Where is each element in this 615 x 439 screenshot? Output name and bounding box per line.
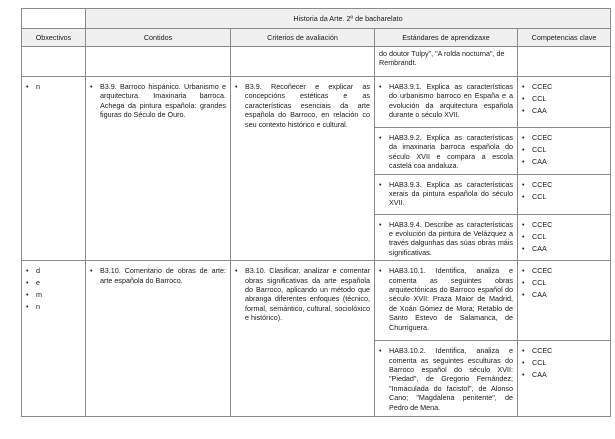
corner-cell [22,9,86,29]
table-row [22,261,611,341]
objectives-cell-1 [22,77,86,261]
curriculum-table [21,8,611,417]
header-contents: Contidos [86,29,231,47]
table-row [22,77,611,128]
continuation-row [22,47,611,77]
standard-cell: • HAB3.9.4. Describe as características e evolución da pintura de Velázquez a través dalgunhas das súas obras máis significativas. [375,214,518,261]
standard-cell: • HAB3.10.1. Identifica, analiza e comenta as seguintes obras arquitectónicas do Barroco español do século XVII: Praza Maior de Madrid, de Xoán Gómez de Mora; Retablo de Santo Estevo de Salamanca, de Churriguera. [375,261,518,341]
competences-cell: • CCEC • CCL • CAA [518,77,611,128]
standard-cell: • HAB3.9.1. Explica as características do urbanismo barroco en España e a evolución da arquitectura española durante o século XVII. [375,77,518,128]
header-competences: Competencias clave [518,29,611,47]
competences-cell: • CCEC • CCL • CAA [518,214,611,261]
standard-cell: • HAB3.10.2. Identifica, analiza e comenta as seguintes esculturas do Barroco español do século XVII: "Piedad", de Gregorio Fernández; "Inmaculada do facistol", de Alonso Cano; "Magdalena penitente", de Pedro de Mena. [375,341,518,417]
objective-item: • e [26,278,40,288]
standard-cell: • HAB3.9.3. Explica as características xerais da pintura española do século XVII. [375,174,518,214]
criterion-cell-1: • B3.9. Recoñecer e explicar as concepcións estéticas e as características esenciais da arte española do Barroco, en relación co seu contexto histórico e cultural. [231,77,375,261]
header-row [22,29,611,47]
header-standards: Estándares de aprendizaxe [375,29,518,47]
competences-cell: • CCEC • CCL • CAA [518,261,611,341]
header-criteria: Criterios de avaliación [231,29,375,47]
competences-cell: • CCEC • CCL • CAA [518,128,611,175]
header-objectives: Obxectivos [22,29,86,47]
continuation-text: do doutor Tulpy", "A rolda nocturna", de Rembrandt. [375,47,518,77]
objective-item: • n [26,82,40,91]
competences-cell: • CCEC • CCL • CAA [518,341,611,417]
objectives-cell-2 [22,261,86,417]
content-cell-1: • B3.9. Barroco hispánico. Urbanismo e arquitectura. Imaxinaria barroca. Achega da pintura española: grandes figuras do Século de Ouro. [86,77,231,261]
objective-item: • d [26,266,40,276]
table-title: Historia da Arte. 2º de bacharelato [86,9,611,29]
content-cell-2: • B3.10. Comentario de obras de arte: arte española do Barroco. [86,261,231,417]
standard-cell: • HAB3.9.2. Explica as características da imaxinaria barroca española do século XVII e compara a escola castelá coa andaluza. [375,128,518,175]
competences-cell: • CCEC • CCL [518,174,611,214]
objective-item: • m [26,290,42,300]
objective-item: • n [26,302,40,312]
criterion-cell-2: • B3.10. Clasificar, analizar e comentar obras significativas da arte española do Barroco, aplicando un método que abranga diferentes enfoques (técnico, formal, semántico, cultural, sociolóxico e histórico). [231,261,375,417]
